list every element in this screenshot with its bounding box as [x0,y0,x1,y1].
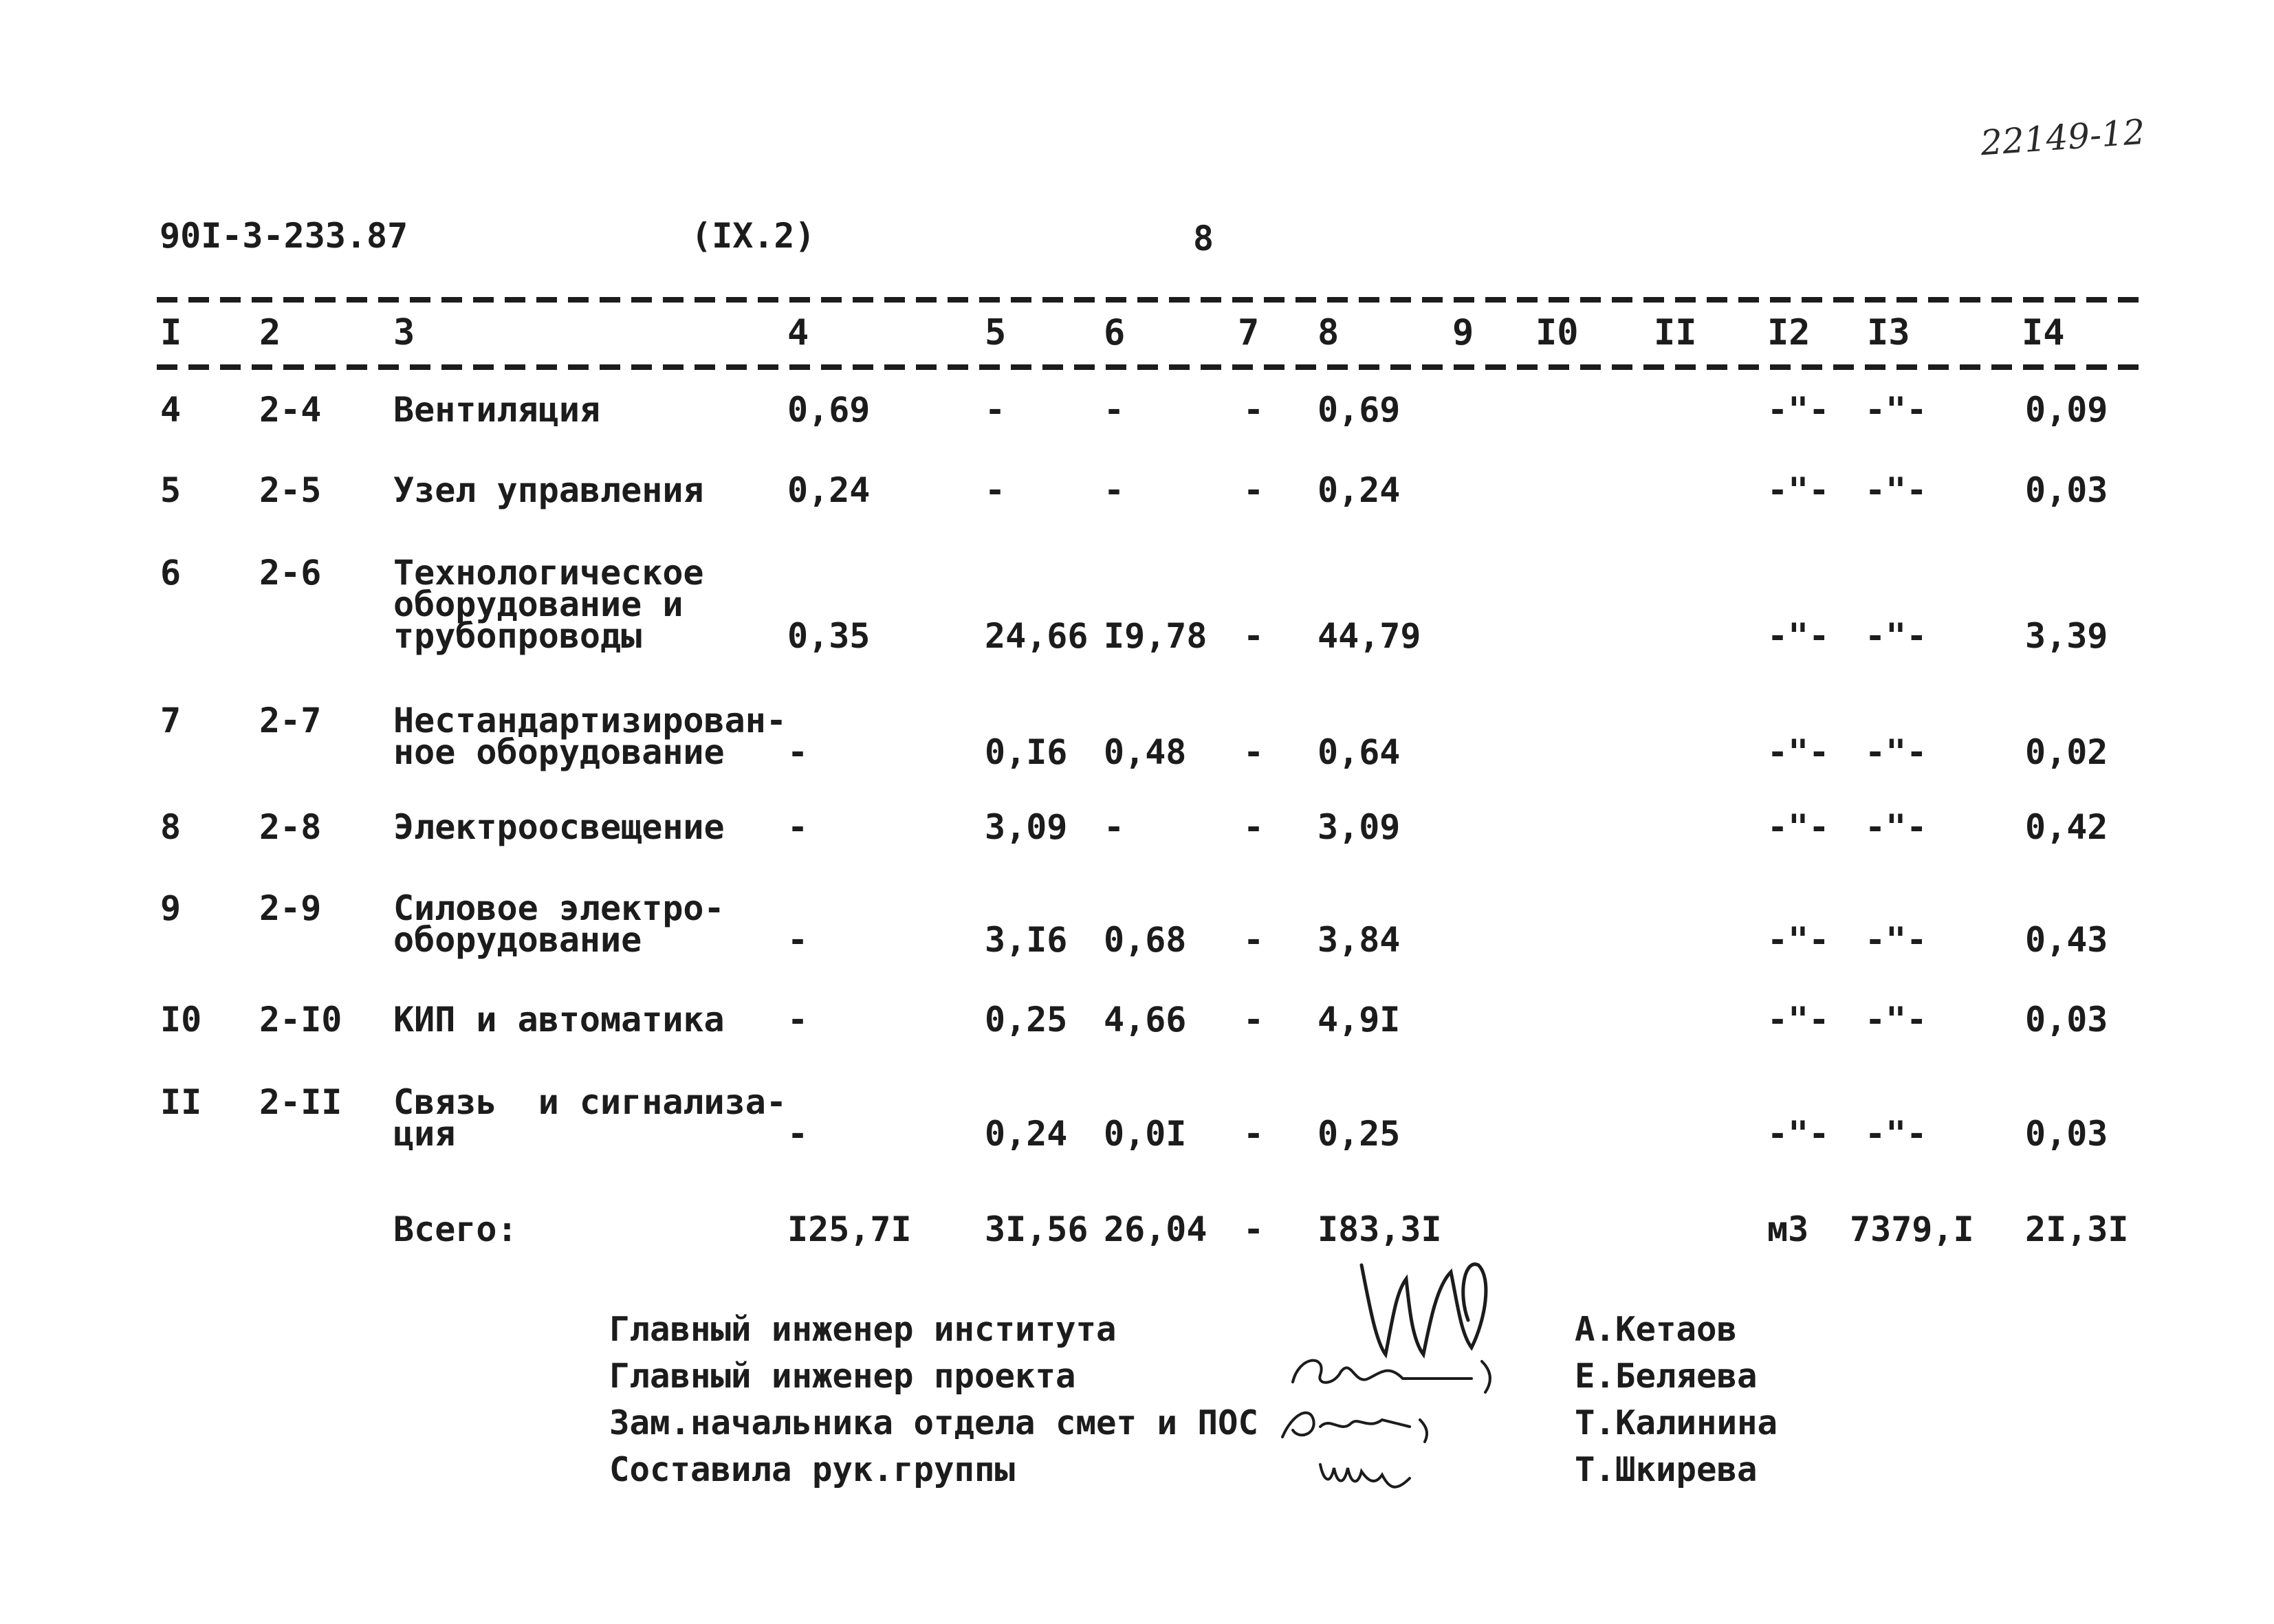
row-number: 4 [160,390,182,430]
cell-col-5: 0,I6 [985,732,1068,772]
document-section: (IX.2) [691,216,816,256]
cell-col-6: - [1104,807,1125,847]
cell-col-5: 24,66 [985,616,1089,656]
header-bottom-rule [157,364,2147,370]
column-header: 8 [1318,312,1340,353]
row-code: 2-4 [259,390,322,430]
cell-col-13: -"- [1865,616,1927,656]
row-number: 7 [160,701,182,740]
cell-col-14: 0,42 [2025,807,2108,847]
column-header: 2 [259,312,281,353]
cell-col-8: 3,09 [1318,807,1401,847]
column-header: II [1654,312,1697,353]
row-code: 2-II [259,1082,342,1122]
row-name: Узел управления [393,470,704,510]
cell-col-12: -"- [1767,470,1830,510]
column-header: I3 [1867,312,1910,353]
column-header: I4 [2022,312,2065,353]
total-col-8: I83,3I [1318,1209,1442,1249]
cell-col-13: -"- [1865,390,1927,430]
signature-name: Т.Шкирева [1575,1450,1758,1489]
row-number: 6 [160,553,182,593]
row-name: Вентиляция [393,390,601,430]
column-header: I0 [1535,312,1579,353]
total-col-13: 7379,I [1850,1209,1974,1249]
cell-col-7: - [1243,807,1265,847]
page-number: 8 [1193,219,1214,259]
total-col-6: 26,04 [1104,1209,1207,1249]
cell-col-5: - [985,470,1006,510]
cell-col-8: 0,25 [1318,1114,1401,1154]
sheet-number-stamp: 22149-12 [1979,111,2147,164]
cell-col-12: -"- [1767,1000,1830,1040]
column-header: 3 [393,312,415,353]
row-number: II [160,1082,202,1122]
cell-col-14: 0,09 [2025,390,2108,430]
column-header: 6 [1104,312,1126,353]
cell-col-4: - [787,1000,809,1040]
row-name: Электроосвещение [393,807,725,847]
handwritten-signature-2 [1286,1348,1499,1396]
cell-col-12: -"- [1767,920,1830,960]
cell-col-14: 0,03 [2025,470,2108,510]
cell-col-12: -"- [1767,807,1830,847]
column-header: I [160,312,182,353]
cell-col-14: 0,03 [2025,1000,2108,1040]
cell-col-5: 3,09 [985,807,1068,847]
row-code: 2-6 [259,553,322,593]
signature-name: Е.Беляева [1575,1357,1758,1396]
cell-col-14: 0,02 [2025,732,2108,772]
row-code: 2-8 [259,807,322,847]
row-number: I0 [160,1000,202,1040]
cell-col-6: 4,66 [1104,1000,1187,1040]
cell-col-5: - [985,390,1006,430]
cell-col-4: - [787,807,809,847]
cell-col-6: 0,68 [1104,920,1187,960]
cell-col-14: 3,39 [2025,616,2108,656]
cell-col-7: - [1243,470,1265,510]
cell-col-12: -"- [1767,390,1830,430]
cell-col-8: 0,24 [1318,470,1401,510]
signature-role: Главный инженер проекта [609,1357,1076,1396]
total-col-14: 2I,3I [2025,1209,2129,1249]
row-name: Силовое электро- оборудование [393,888,725,960]
row-name: Технологическое оборудование и трубопроводы [393,553,704,656]
cell-col-6: 0,48 [1104,732,1187,772]
cell-col-14: 0,03 [2025,1114,2108,1154]
cell-col-5: 0,25 [985,1000,1068,1040]
cell-col-13: -"- [1865,920,1927,960]
signature-role: Зам.начальника отдела смет и ПОС [609,1403,1259,1442]
cell-col-5: 0,24 [985,1114,1068,1154]
row-number: 9 [160,888,182,928]
row-number: 8 [160,807,182,847]
cell-col-4: 0,69 [787,390,871,430]
row-code: 2-5 [259,470,322,510]
cell-col-6: - [1104,470,1125,510]
cell-col-5: 3,I6 [985,920,1068,960]
total-col-12: м3 [1767,1209,1809,1249]
total-col-7: - [1243,1209,1265,1249]
cell-col-14: 0,43 [2025,920,2108,960]
cell-col-13: -"- [1865,732,1927,772]
cell-col-4: 0,24 [787,470,871,510]
row-code: 2-7 [259,701,322,740]
signature-name: А.Кетаов [1575,1310,1738,1349]
cell-col-4: 0,35 [787,616,871,656]
cell-col-13: -"- [1865,470,1927,510]
cell-col-13: -"- [1865,1114,1927,1154]
column-header: 7 [1238,312,1260,353]
cell-col-8: 0,69 [1318,390,1401,430]
cell-col-13: -"- [1865,1000,1927,1040]
cell-col-6: 0,0I [1104,1114,1187,1154]
cell-col-12: -"- [1767,616,1830,656]
cell-col-4: - [787,920,809,960]
handwritten-signature-3 [1272,1399,1437,1447]
cell-col-13: -"- [1865,807,1927,847]
cell-col-4: - [787,1114,809,1154]
cell-col-6: - [1104,390,1125,430]
cell-col-7: - [1243,920,1265,960]
signature-role: Главный инженер института [609,1310,1117,1349]
total-col-5: 3I,56 [985,1209,1089,1249]
handwritten-signature-4 [1313,1451,1417,1499]
document-code: 90I-3-233.87 [160,216,408,256]
row-name: Связь и сигнализа- ция [393,1082,787,1154]
cell-col-7: - [1243,1000,1265,1040]
column-header: 9 [1452,312,1474,353]
signature-name: Т.Калинина [1575,1403,1778,1442]
column-header: I2 [1767,312,1811,353]
cell-col-6: I9,78 [1104,616,1207,656]
row-number: 5 [160,470,182,510]
cell-col-8: 3,84 [1318,920,1401,960]
cell-col-4: - [787,732,809,772]
cell-col-8: 0,64 [1318,732,1401,772]
cell-col-7: - [1243,1114,1265,1154]
cell-col-8: 4,9I [1318,1000,1401,1040]
row-name: Нестандартизирован- ное оборудование [393,701,787,772]
total-col-4: I25,7I [787,1209,912,1249]
row-code: 2-9 [259,888,322,928]
cell-col-12: -"- [1767,732,1830,772]
cell-col-12: -"- [1767,1114,1830,1154]
header-top-rule [157,297,2147,303]
cell-col-7: - [1243,616,1265,656]
column-header: 4 [787,312,809,353]
signature-role: Составила рук.группы [609,1450,1016,1489]
cell-col-7: - [1243,390,1265,430]
row-code: 2-I0 [259,1000,342,1040]
cell-col-7: - [1243,732,1265,772]
total-label: Всего: [393,1209,518,1249]
column-header: 5 [985,312,1007,353]
row-name: КИП и автоматика [393,1000,725,1040]
cell-col-8: 44,79 [1318,616,1421,656]
